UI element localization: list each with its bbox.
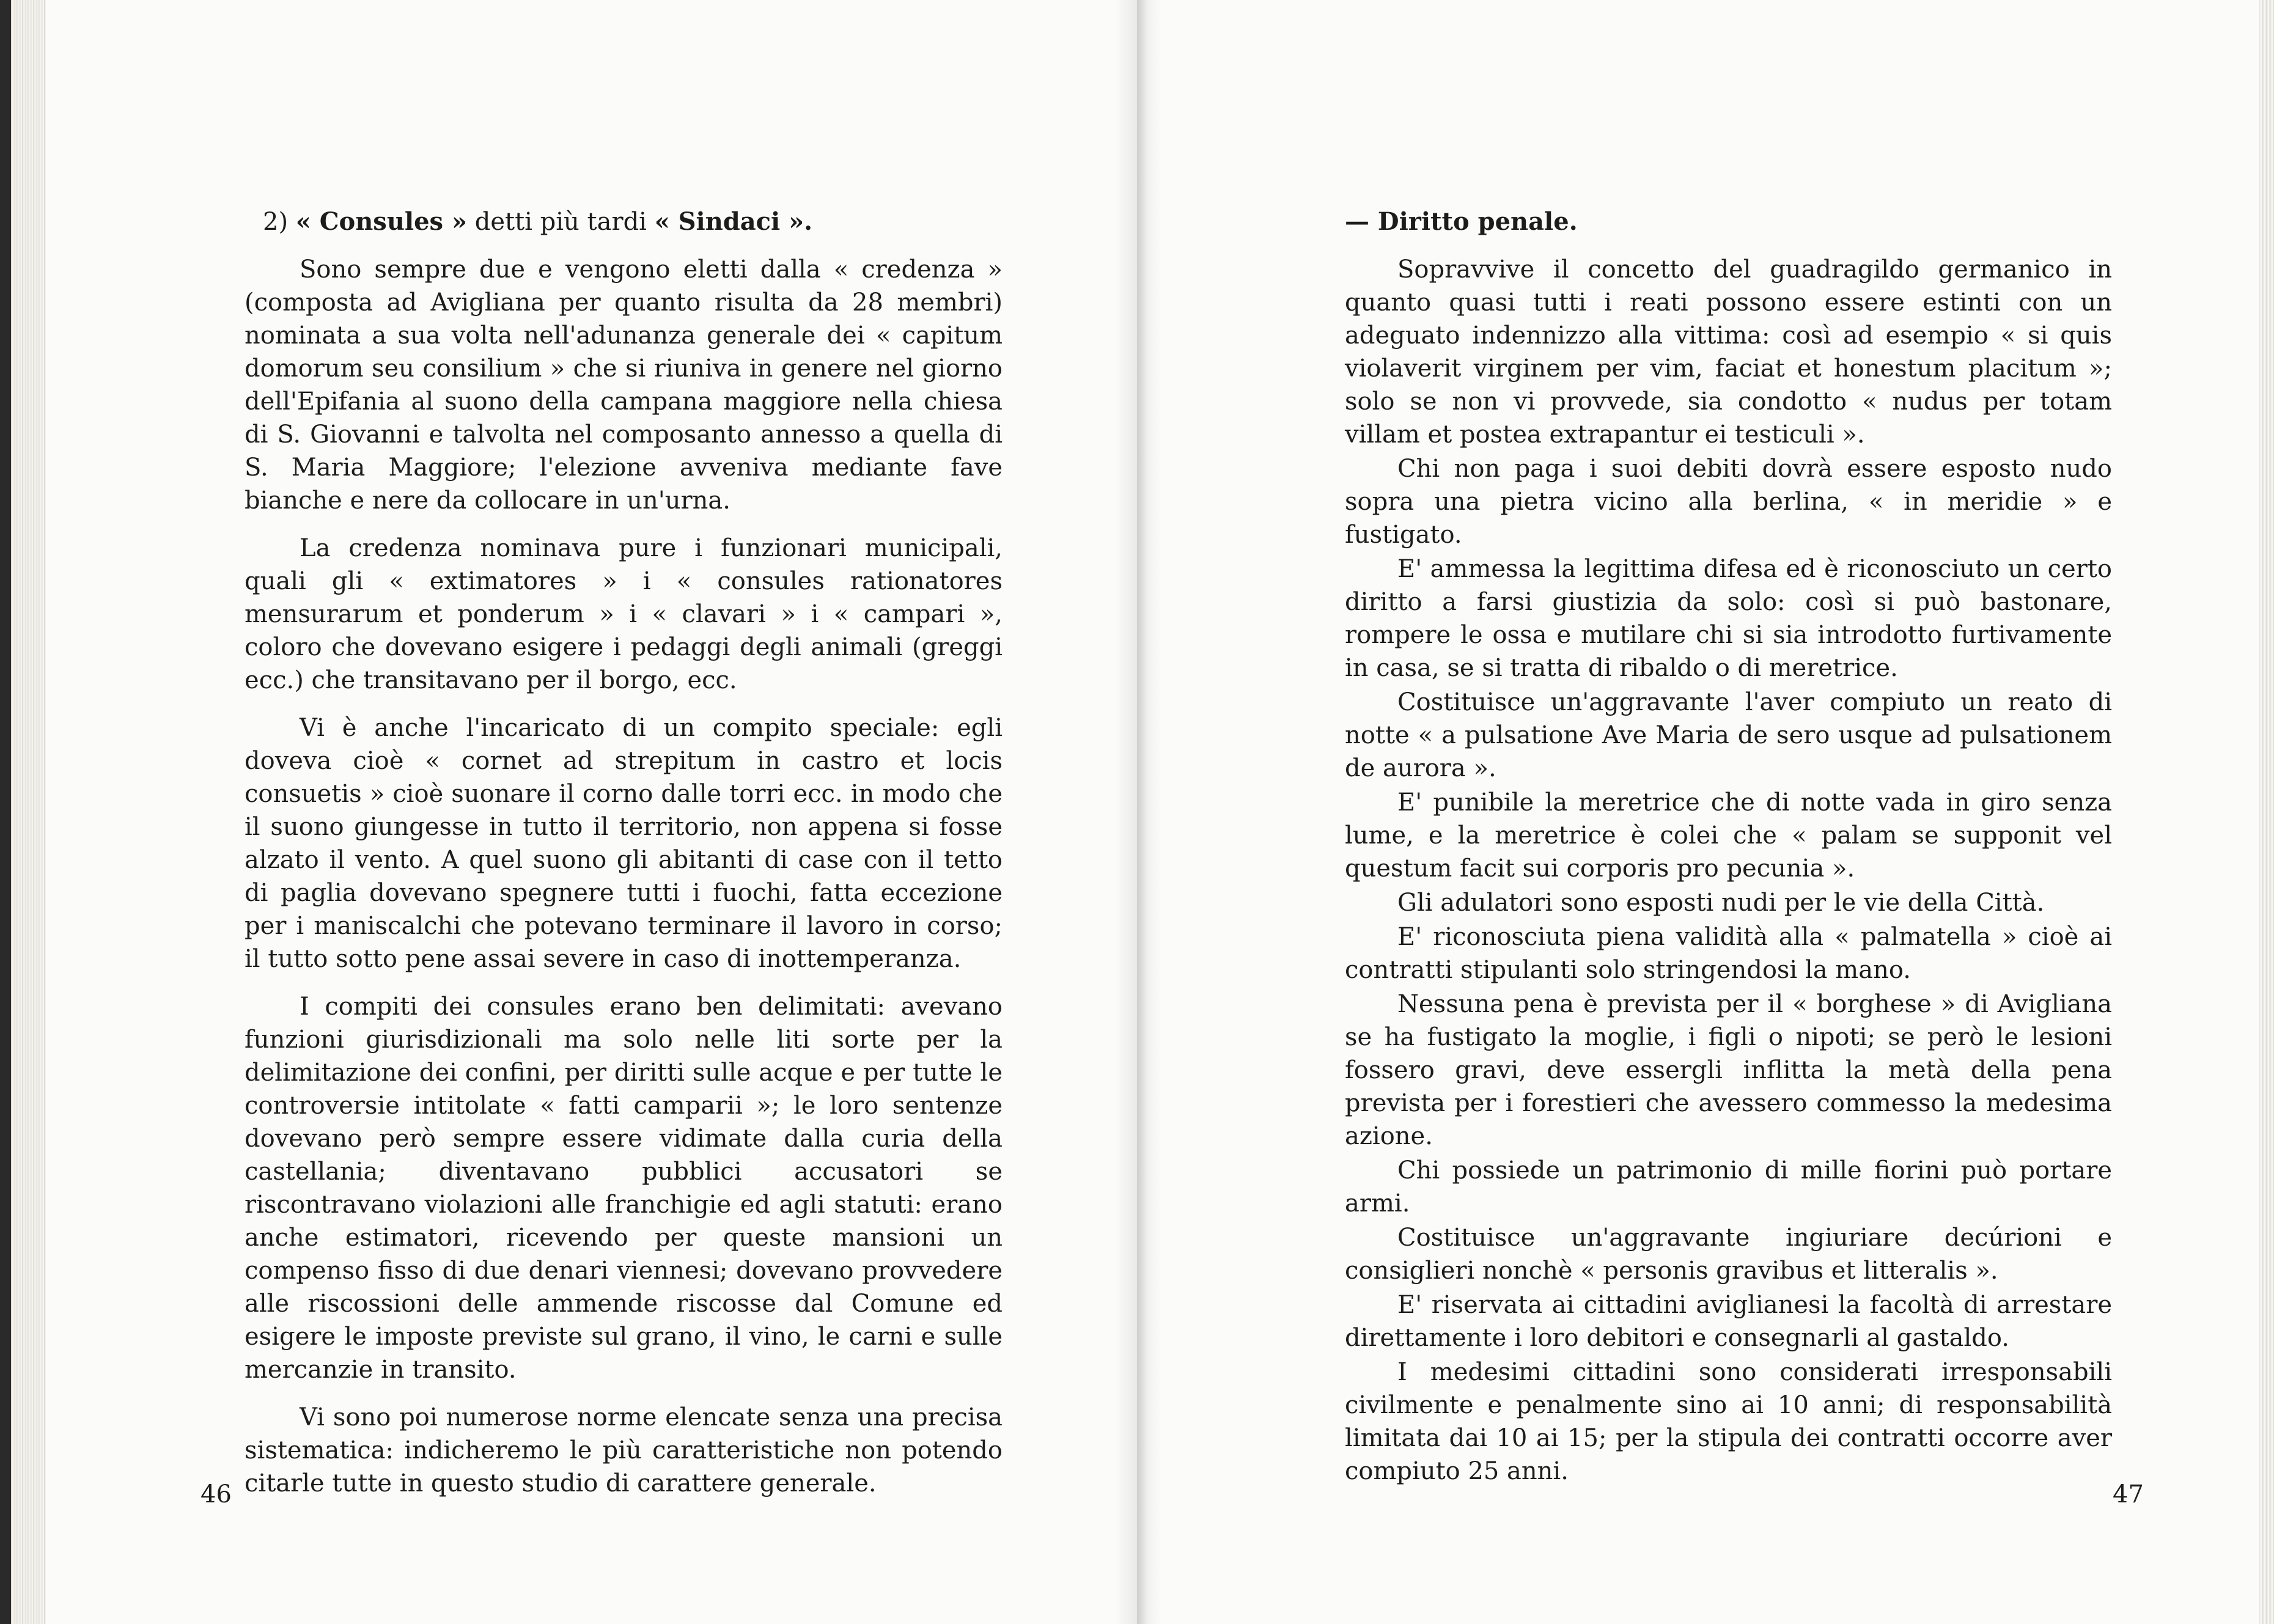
paragraph: Sono sempre due e vengono eletti dalla « credenza » (composta ad Avigliana per quanto risulta da 28 membri) nominata a sua volta nell'adunanza generale dei « capitum domorum seu consilium » che si riuniva in genere nel giorno dell'Epifania al suono della campana maggiore nella chiesa di S. Giovanni e talvolta nel composanto annesso a quella di S. Maria Maggiore; l'elezione avveniva mediante fave bianche e nere da collocare in un'urna. <box>245 255 1003 515</box>
paragraph: I compiti dei consules erano ben delimitati: avevano funzioni giurisdizionali ma solo nelle liti sorte per la delimitazione dei confini, per diritti sulle acque e per tutte le controversie intitolate « fatti camparii »; le loro sentenze dovevano però sempre essere vidimate dalla curia della castellania; diventavano pubblici accusatori se riscontravano violazioni alle franchigie ed agli statuti: erano anche estimatori, ricevendo per queste mansioni un compenso fisso di due denari viennesi; dovevano provvedere alle riscossioni delle ammende riscosse dal Comune ed esigere le imposte previste sul grano, il vino, le carni e sulle mercanzie in transito. <box>245 993 1003 1384</box>
paragraph: Chi non paga i suoi debiti dovrà essere esposto nudo sopra una pietra vicino alla berlina, « in meridie » e fustigato. <box>1345 455 2112 549</box>
heading-term-sindaci: « Sindaci ». <box>654 207 813 236</box>
paragraph: Nessuna pena è prevista per il « borghese » di Avigliana se ha fustigato la moglie, i figli o nipoti; se però le lesioni fossero gravi, deve essergli inflitta la metà della pena prevista per i forestieri che avessero commesso la medesima azione. <box>1345 990 2112 1150</box>
gutter-shadow <box>1115 0 1137 1624</box>
paragraph: Sopravvive il concetto del guadragildo germanico in quanto quasi tutti i reati possono essere estinti con un adeguato indennizzo alla vittima: così ad esempio « si quis violaverit virginem per vim, faciat et honestum placitum »; solo se non vi provvede, sia condotto « nudus per totam villam et postea extrapantur ei testiculi ». <box>1345 255 2112 449</box>
paragraph: La credenza nominava pure i funzionari municipali, quali gli « extimatores » i « consules rationatores mensurarum et ponderum » i « clavari » i « campari », coloro che dovevano esigere i pedaggi degli animali (greggi ecc.) che transitavano per il borgo, ecc. <box>245 534 1003 694</box>
paragraph: E' riconosciuta piena validità alla « palmatella » cioè ai contratti stipulanti solo stringendosi la mano. <box>1345 923 2112 984</box>
page-number: 46 <box>201 1480 232 1508</box>
page-number: 47 <box>2113 1480 2144 1508</box>
paragraph: E' punibile la meretrice che di notte vada in giro senza lume, e la meretrice è colei che « palam se supponit vel questum facit sui corporis pro pecunia ». <box>1345 788 2112 883</box>
paragraph: Vi è anche l'incaricato di un compito speciale: egli doveva cioè « cornet ad strepitum in castro et locis consuetis » cioè suonare il corno dalle torri ecc. in modo che il suono giungesse in tutto il territorio, non appena si fosse alzato il vento. A quel suono gli abitanti di case con il tetto di paglia dovevano spegnere tutti i fuochi, fatta eccezione per i maniscalchi che potevano terminare il lavoro in corso; il tutto sotto pene assai severe in caso di inottemperanza. <box>245 714 1003 973</box>
paragraph: Vi sono poi numerose norme elencate senza una precisa sistematica: indicheremo le più caratteristiche non potendo citarle tutte in questo studio di carattere generale. <box>245 1403 1003 1497</box>
right-page-body <box>1345 205 2112 1489</box>
page-edges <box>2259 0 2274 1624</box>
paragraph: Chi possiede un patrimonio di mille fiorini può portare armi. <box>1345 1156 2112 1218</box>
section-heading <box>245 205 1003 238</box>
paragraph: Gli adulatori sono esposti nudi per le vie della Città. <box>1397 889 2045 917</box>
paragraph: E' ammessa la legittima difesa ed è riconosciuto un certo diritto a farsi giustizia da solo: così si può bastonare, rompere le ossa e mutilare chi si sia introdotto furtivamente in casa, se si tratta di ribaldo o di meretrice. <box>1345 555 2112 682</box>
paragraph: E' riservata ai cittadini aviglianesi la facoltà di arrestare direttamente i loro debitori e consegnarli al gastaldo. <box>1345 1291 2112 1352</box>
page-edges <box>0 0 46 1624</box>
paragraph: Costituisce un'aggravante ingiuriare decúrioni e consiglieri nonchè « personis gravibus et litteralis ». <box>1345 1224 2112 1285</box>
heading-text: detti più tardi <box>474 208 647 236</box>
section-heading <box>1345 205 2112 238</box>
heading-term-consules: « Consules » <box>295 207 467 236</box>
heading-diritto-penale: — Diritto penale. <box>1345 207 1578 236</box>
heading-number: 2) <box>263 208 289 236</box>
right-page <box>1137 0 2274 1624</box>
paragraph: Costituisce un'aggravante l'aver compiuto un reato di notte « a pulsatione Ave Maria de sero usque ad pulsationem de aurora ». <box>1345 688 2112 782</box>
left-page-body <box>245 205 1003 1515</box>
gutter-shadow <box>1137 0 1161 1624</box>
paragraph: I medesimi cittadini sono considerati irresponsabili civilmente e penalmente sino ai 10 anni; di responsabilità limitata dai 10 ai 15; per la stipula dei contratti occorre aver compiuto 25 anni. <box>1345 1358 2112 1485</box>
